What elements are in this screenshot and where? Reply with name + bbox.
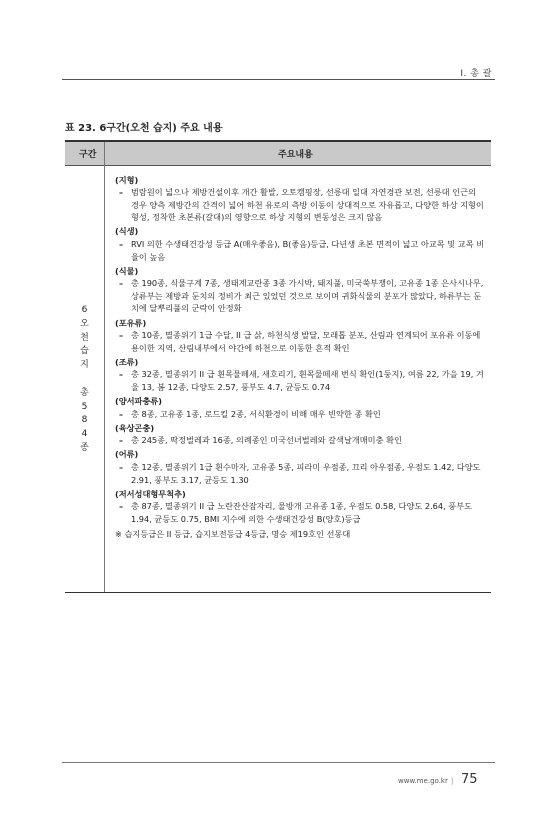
bullet-dash-icon: – xyxy=(119,369,124,380)
bullet-text: 총 32종, 멸종위기 II 급 흰목물떼새, 새호리기, 흰목물떼새 번식 확인(1둥지), 여름 22, 가을 19, 겨울 13, 봄 12종, 다양도 2.57, 풍부도 4.7, 균등도 0.74 xyxy=(131,369,484,392)
section-title: (저서성대형무척추) xyxy=(115,488,186,499)
section-label-char: 종 xyxy=(80,442,89,453)
bullet-text: 총 87종, 멸종위기 II 급 노란잔산잠자리, 물방개 고유종 1종, 우점도 0.58, 다양도 2.64, 풍부도 1.94, 균등도 0.75, BMI 지수에 의한 수생태건강성 B(양호)등급 xyxy=(131,501,473,524)
column-divider xyxy=(104,142,105,592)
section-label-cell xyxy=(65,304,104,456)
section-label-char xyxy=(65,373,104,387)
bullet-dash-icon: – xyxy=(119,278,124,289)
bullet-item xyxy=(115,186,485,224)
section-label-char: 지 xyxy=(80,360,89,371)
section-title: (육상곤충) xyxy=(115,422,155,433)
bullet-dash-icon: – xyxy=(119,462,124,473)
section-label-char: 천 xyxy=(80,332,89,343)
bullet-dash-icon: – xyxy=(119,501,124,512)
section-label-char: 습 xyxy=(80,346,89,357)
bullet-item xyxy=(115,277,485,315)
section-title: (지형) xyxy=(115,174,139,185)
section-title: (어류) xyxy=(115,449,139,460)
bullet-item xyxy=(115,434,485,447)
bullet-text: 총 8종, 고유종 1종, 로드킬 2종, 서식환경이 비해 매우 빈약한 종 확인 xyxy=(131,408,381,419)
section-label-char: 6 xyxy=(81,305,88,315)
section-label-char: 8 xyxy=(81,415,88,426)
bullet-item xyxy=(115,461,485,486)
footer-separator: | xyxy=(451,777,454,785)
main-content-cell xyxy=(115,172,485,540)
running-header: I. 총 괄 xyxy=(460,69,492,79)
column-header-gubun: 구간 xyxy=(79,150,97,160)
section-title: (포유류) xyxy=(115,317,147,328)
section-title: (식물) xyxy=(115,265,139,276)
bullet-dash-icon: – xyxy=(119,187,124,198)
bullet-text: 총 12종, 멸종위기 1급 흰수마자, 고유종 5종, 피라미 우점종, 끄리 아우점종, 우점도 1.42, 다양도 2.91, 풍부도 3.17, 균등도 1.30 xyxy=(131,462,481,485)
footer-rule xyxy=(62,762,495,763)
summary-table xyxy=(65,140,491,593)
bullet-text: 총 190종, 식물구계 7종, 생태계교란종 3종 가시박, 돼지풀, 미국쑥부쟁이, 고유종 1종 은사시나무, 상류부는 제방과 둔치의 정비가 최근 있었던 것으로 보이며 귀화식물의 분포가 많았다, 하류부는 둔치에 달뿌리풀의 군락이 안정화 xyxy=(131,278,484,314)
header-rule xyxy=(62,79,495,80)
table-header-row xyxy=(65,142,491,166)
bullet-item xyxy=(115,238,485,263)
footer-url: www.me.go.kr xyxy=(398,777,448,785)
table-note: ※ 습지등급은 II 등급, 습지보전등급 4등급, 명승 제19호인 선몽대 xyxy=(115,528,351,539)
bullet-text: 총 245종, 딱정벌레과 16종, 의례종인 미국선녀벌레와 갈색날개매미충 확인 xyxy=(131,435,402,446)
section-label-char: 5 xyxy=(81,401,88,412)
section-title: (양서파충류) xyxy=(115,396,163,407)
bullet-dash-icon: – xyxy=(119,408,124,419)
bullet-dash-icon: – xyxy=(119,435,124,446)
section-label-char: 4 xyxy=(81,429,88,440)
column-header-main-content: 주요내용 xyxy=(278,150,313,160)
section-label-char: 오 xyxy=(80,318,89,329)
bullet-text: RVI 의한 수생태건강성 등급 A(매우좋음), B(좋음)등급, 다년생 초본 면적이 넓고 아교목 및 교목 비율이 높음 xyxy=(131,238,485,262)
section-title: (식생) xyxy=(115,226,139,237)
bullet-text: 범람원이 넓으나 제방건설이후 개간 활발, 오토캠핑장, 선릉대 일대 자연경관 보전, 선릉대 인근의 경우 양측 제방간의 간격이 넓어 하천 유로의 측방 이동이 상대적으로 자유롭고, 다양한 하상 지형이 형성, 정착한 초본류(갈대)의 영향으로 하상 지형의 변동성은 크지 않음 xyxy=(131,187,484,223)
page-number: 75 xyxy=(461,772,478,787)
section-title: (조류) xyxy=(115,356,139,367)
table-title: 표 23. 6구간(오천 습지) 주요 내용 xyxy=(65,123,223,134)
bullet-item xyxy=(115,408,485,421)
bullet-text: 총 10종, 멸종위기 1급 수달, II 급 삵, 하천식생 발달, 모래톱 분포, 산림과 연계되어 포유류 이동에 용이한 지역, 산림내부에서 야간에 하천으로 이동한 흔적 확인 xyxy=(131,330,481,353)
section-label-char: 총 xyxy=(80,387,89,398)
bullet-item xyxy=(115,368,485,393)
bullet-dash-icon: – xyxy=(119,238,124,249)
bullet-item xyxy=(115,329,485,354)
bullet-item xyxy=(115,500,485,525)
bullet-dash-icon: – xyxy=(119,330,124,341)
